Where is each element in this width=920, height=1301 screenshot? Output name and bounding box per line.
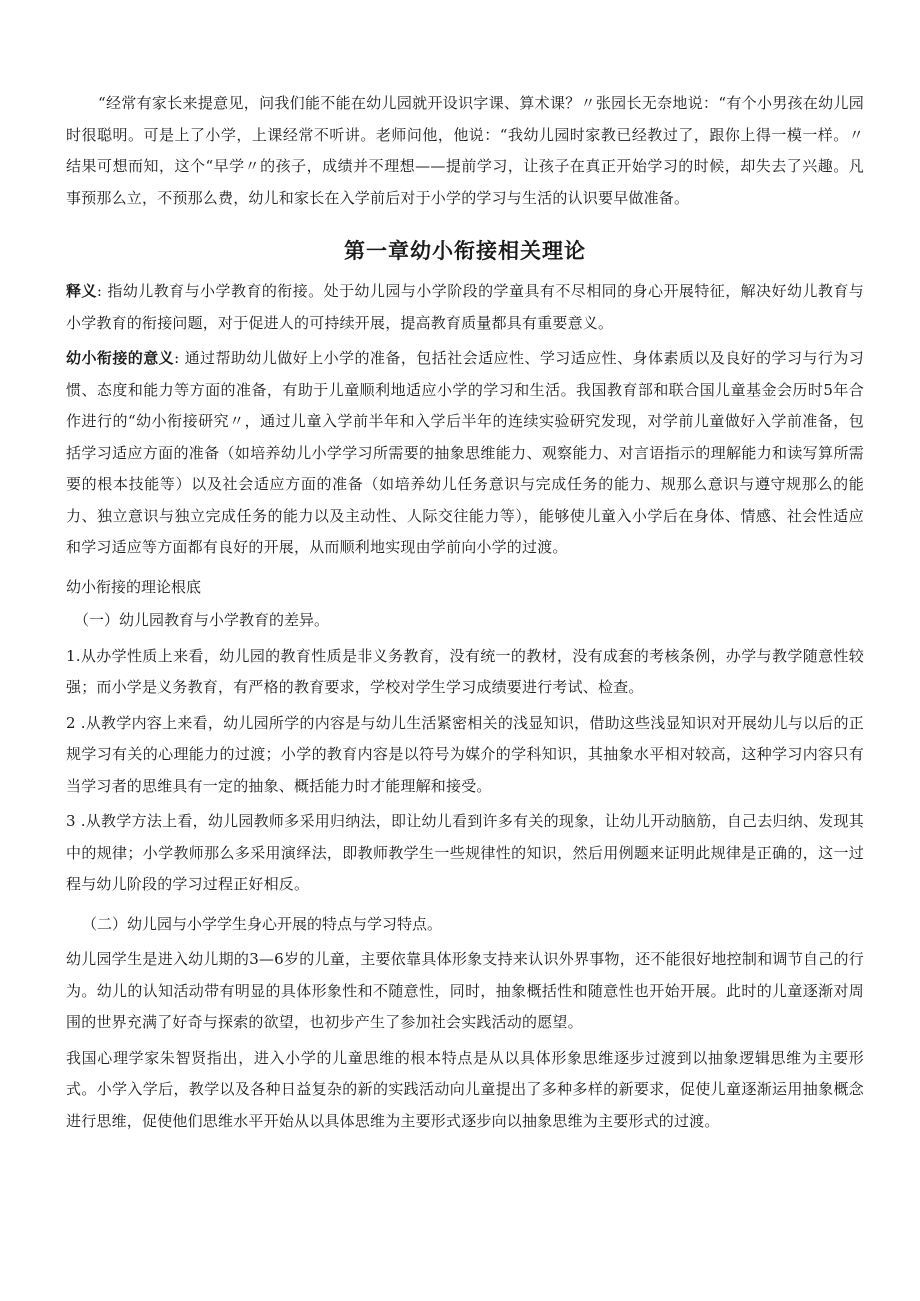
part2-paragraph-2: 我国心理学家朱智贤指出，进入小学的儿童思维的根本特点是从以具体形象思维逐步过渡到以抽象逻辑思维为主要形式。小学入学后，教学以及各种日益复杂的新的实践活动向儿童提出了多种多样的新要求，促使儿童逐渐运用抽象概念进行思维，促使他们思维水平开始从以具体思维为主要形式逐步向以抽象思维为主要形式的过渡。 xyxy=(66,1048,864,1130)
part1-item-2: 2 .从教学内容上来看，幼儿园所学的内容是与幼儿生活紧密相关的浅显知识，借助这些浅显知识对开展幼儿与以后的正规学习有关的心理能力的过渡；小学的教育内容是以符号为媒介的学科知识，其抽象水平相对较高，这种学习内容只有当学习者的思维具有一定的抽象、概括能力时才能理解和接受。 xyxy=(66,713,864,795)
significance-label: 幼小衔接的意义 xyxy=(66,349,175,367)
part1-item-3: 3 .从教学方法上看，幼儿园教师多采用归纳法，即让幼儿看到许多有关的现象，让幼儿开动脑筋，自己去归纳、发现其中的规律；小学教师那么多采用演绎法，即教师教学生一些规律性的知识，然后用例题来证明此规律是正确的，这一过程与幼儿阶段的学习过程正好相反。 xyxy=(66,812,864,893)
chapter-title: 第一章幼小衔接相关理论 xyxy=(344,238,586,263)
definition-text: : 指幼儿教育与小学教育的衔接。处于幼儿园与小学阶段的学童具有不尽相同的身心开展特征，解决好幼儿教育与小学教育的衔接问题，对于促进人的可持续开展，提高教育质量都具有重要意义。 xyxy=(66,282,865,332)
part1-item-1: 1.从办学性质上来看，幼儿园的教育性质是非义务教育，没有统一的教材，没有成套的考核条例，办学与教学随意性较强；而小学是义务教育，有严格的教育要求，学校对学生学习成绩要进行考试、检查。 xyxy=(66,646,864,696)
document-page xyxy=(66,88,864,1137)
intro-paragraph: “经常有家长来提意见，问我们能不能在幼儿园就开设识字课、算术课？〃张园长无奈地说：“有个小男孩在幼儿园时很聪明。可是上了小学，上课经常不听讲。老师问他，他说：“我幼儿园时家教已经教过了，跟你上得一模一样。〃结果可想而知，这个“早学〃的孩子，成绩并不理想——提前学习，让孩子在真正开始学习的时候，却失去了兴趣。凡事预那么立，不预那么费，幼儿和家长在入学前后对于小学的学习与生活的认识要早做准备。 xyxy=(66,94,864,207)
part2-heading: （二）幼儿园与小学学生身心开展的特点与学习特点。 xyxy=(82,914,443,933)
definition-paragraph xyxy=(66,276,864,339)
definition-label: 释义 xyxy=(66,282,97,300)
theory-heading: 幼小衔接的理论根底 xyxy=(66,577,202,596)
part1-heading: （一）幼儿园教育与小学教育的差异。 xyxy=(74,611,330,629)
part2-paragraph-1: 幼儿园学生是进入幼儿期的3—6岁的儿童，主要依靠具体形象支持来认识外界事物，还不能很好地控制和调节自己的行为。幼儿的认知活动带有明显的具体形象性和不随意性，同时，抽象概括性和随意性也开始开展。此时的儿童逐渐对周围的世界充满了好奇与探索的欲望，也初步产生了参加社会实践活动的愿望。 xyxy=(66,950,864,1031)
significance-text: : 通过帮助幼儿做好上小学的准备，包括社会适应性、学习适应性、身体素质以及良好的学习与行为习惯、态度和能力等方面的准备，有助于儿童顺利地适应小学的学习和生活。我国教育部和联合国儿童基金会历时5年合作进行的“幼小衔接研究〃，通过儿童入学前半年和入学后半年的连续实验研究发现，对学前儿童做好入学前准备，包括学习适应方面的准备（如培养幼儿小学学习所需要的抽象思维能力、观察能力、对言语指示的理解能力和读写算所需要的根本技能等）以及社会适应方面的准备（如培养幼儿任务意识与完成任务的能力、规那么意识与遵守规那么的能力、独立意识与独立完成任务的能力以及主动性、人际交往能力等），能够使儿童入小学后在身体、情感、社会性适应和学习适应等方面都有良好的开展，从而顺利地实现由学前向小学的过渡。 xyxy=(66,349,864,556)
significance-paragraph xyxy=(66,343,864,564)
